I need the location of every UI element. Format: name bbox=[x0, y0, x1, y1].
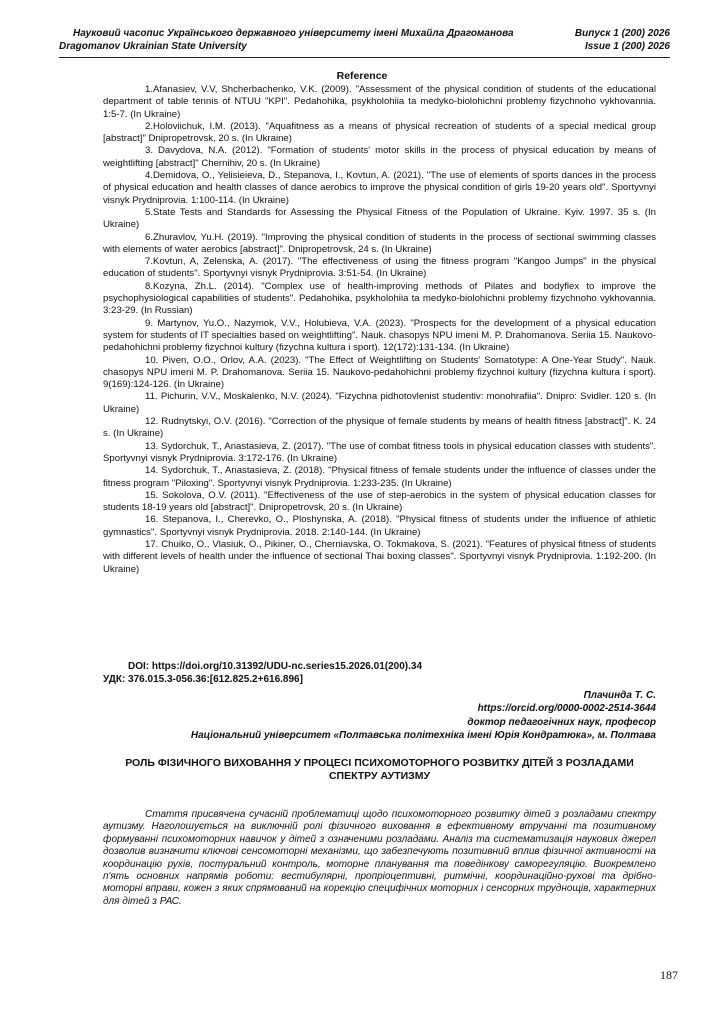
reference-item: 14. Sydorchuk, T., Anastasieva, Z. (2018). "Physical fitness of female students under the influence of classes under the fitness program "Piloxing". Sportyvnyi visnyk Prydniprovia. 1:233-235. (In Ukraine) bbox=[103, 465, 656, 489]
doi-line: DOI: https://doi.org/10.31392/UDU-nc.series15.2026.01(200).34 bbox=[128, 661, 423, 672]
reference-item: 8.Kozyna, Zh.L. (2014). "Complex use of health-improving methods of Pilates and bodyflex to improve the psychophysiological capabilities of students". Pedahohika, psykholohiia ta medyko-biolohichni problemy fizychnoho vykhovannia. 3:23-29. (In Russian) bbox=[103, 280, 656, 317]
author-affiliation: Національний університет «Полтавська політехніка імені Юрія Кондратюка», м. Полтава bbox=[190, 729, 656, 741]
reference-item: 17. Chuiko, O., Vlasiuk, O., Pikiner, O., Cherniavska, O. Tokmakova, S. (2021). "Features of physical fitness of students with different levels of health under the influence of sectional Thai boxing classes". Sportyvnyi visnyk Prydniprovia. 1:192-200. (In Ukraine) bbox=[103, 538, 656, 575]
reference-item: 12. Rudnytskyi, O.V. (2016). "Correction of the physique of female students by means of health fitness [abstract]". K. 24 s. (In Ukraine) bbox=[103, 416, 656, 440]
author-degree: доктор педагогічних наук, професор bbox=[467, 716, 656, 728]
journal-title-ua: Науковий часопис Українського державного університету імені Михайла Драгоманова bbox=[73, 28, 514, 39]
running-header bbox=[59, 27, 670, 53]
reference-item: 16. Stepanova, I., Cherevko, O., Ploshynska, A. (2018). "Physical fitness of students under the influence of athletic gymnastics". Sportyvnyi visnyk Prydniprovia. 2018. 2:140-144. (In Ukraine) bbox=[103, 514, 656, 538]
reference-item: 5.State Tests and Standards for Assessing the Physical Fitness of the Population of Ukraine. Kyiv. 1997. 35 s. (In Ukraine) bbox=[103, 206, 656, 231]
reference-item: 9. Martynov, Yu.O., Nazymok, V.V., Holubieva, V.A. (2023). "Prospects for the development of a physical education system for students of IT specialties based on weightlifting". Nauk. chasopys NPU imeni M. P. Drahomanova. Seriia 15. Naukovo-pedahohichni problemy fizychnoi kultury (fizychna kultura i sport). 12(172):131-134. (In Ukraine) bbox=[103, 317, 656, 354]
page-number: 187 bbox=[660, 968, 678, 982]
reference-item: 10. Piven, O.O., Orlov, A.A. (2023). "The Effect of Weightlifting on Students' Somatotype: A One-Year Study". Nauk. chasopys NPU imeni M. P. Drahomanova. Seriia 15. Naukovo-pedahohichni problemy fizychnoi kultury (fizychna kultura i sport). 9(169):124-126. (In Ukraine) bbox=[103, 354, 656, 391]
reference-item: 1.Afanasiev, V.V, Shcherbachenko, V.K. (2009). "Assessment of the physical condition of students of the educational department of table tennis of NTUU "KPI". Pedahohika, psykholohiia ta medyko-biolohichni problemy fizychnoho vykhovannia. 1:5-7. (In Ukraine) bbox=[103, 84, 656, 120]
reference-item: 15. Sokolova, O.V. (2011). "Effectiveness of the use of step-aerobics in the system of physical education classes for students 18-19 years old [abstract]". Dnipropetrovsk, 20 s. (In Ukraine) bbox=[103, 489, 656, 514]
abstract-paragraph: Стаття присвячена сучасній проблематиці щодо психомоторного розвитку дітей з розладами спектру аутизму. Наголошується на виключній ролі фізичного виховання в ефективному втручанні та позитивному формуванні психомоторних навичок у дітей з означеними розладами. Аналіз та систематизація наукових джерел дозволив визначити ключові сенсомоторні механізми, що забезпечують позитивний вплив фізичної активності на координацію рухів, постуральний контроль, моторне планування та поведінкову саморегуляцію. Виокремлено п'ять основних напрямів роботи: вестибулярні, пропріоцептивні, ритмічні, координаційно-рухові та дрібно-моторні вправи, кожен з яких спрямований на корекцію специфічних моторних і сенсорних труднощів, характерних для дітей з РАС. bbox=[103, 809, 656, 907]
references-list bbox=[103, 84, 656, 576]
orcid-link[interactable]: https://orcid.org/0000-0002-2514-3644 bbox=[477, 703, 656, 715]
references-heading: Reference bbox=[336, 70, 388, 82]
reference-item: 11. Pichurin, V.V., Moskalenko, N.V. (2024). "Fizychna pidhotovlenist studentiv: monohrafiia". Dnipro: Svidler. 120 s. (In Ukraine) bbox=[103, 391, 656, 415]
article-title: РОЛЬ ФІЗИЧНОГО ВИХОВАННЯ У ПРОЦЕСІ ПСИХОМОТОРНОГО РОЗВИТКУ ДІТЕЙ З РОЗЛАДАМИ СПЕКТРУ АУТИЗМУ bbox=[125, 757, 634, 782]
author-name: Плачинда Т. С. bbox=[583, 690, 656, 701]
author-block bbox=[191, 689, 656, 742]
reference-item: 4.Demidova, O., Yelisieieva, D., Stepanova, I., Kovtun, A. (2021). "The use of elements of sports dances in the process of physical education and health classes of dance aerobics to improve the physical condition of girls 19-20 years old". Sportyvnyi visnyk Prydniprovia. 1:100-114. (In Ukraine) bbox=[103, 170, 656, 206]
reference-item: 13. Sydorchuk, T., Anastasieva, Z. (2017). "The use of combat fitness tools in physical education classes with students". Sportyvnyi visnyk Prydniprovia. 3:172-176. (In Ukraine) bbox=[103, 440, 656, 464]
udk-line: УДК: 376.015.3-056.36:[612.825.2+616.896] bbox=[103, 674, 303, 685]
reference-item: 6.Zhuravlov, Yu.H. (2019). "Improving the physical condition of students in the process of sectional swimming classes with elements of water aerobics [abstract]". Dnipropetrovsk, 24 s. (In Ukraine) bbox=[103, 231, 656, 255]
reference-item: 7.Kovtun, A, Zelenska, A. (2017). "The effectiveness of using the fitness program "Kangoo Jumps" in the physical education of students". Sportyvnyi visnyk Prydniprovia. 3:51-54. (In Ukraine) bbox=[103, 256, 656, 280]
reference-item: 2.Holoviichuk, I.M. (2013). "Aquafitness as a means of physical recreation of students of a special medical group [abstract]" Dnipropetrovsk, 20 s. (In Ukraine) bbox=[103, 120, 656, 145]
header-divider bbox=[59, 57, 670, 58]
journal-title-en: Dragomanov Ukrainian State University bbox=[59, 41, 247, 52]
reference-item: 3. Davydova, N.A. (2012). "Formation of students' motor skills in the process of physical education by means of weightlifting [abstract]" Chernihiv, 20 s. (In Ukraine) bbox=[103, 145, 656, 169]
issue-label-en: Issue 1 (200) 2026 bbox=[584, 41, 670, 52]
issue-label-ua: Випуск 1 (200) 2026 bbox=[574, 28, 670, 39]
